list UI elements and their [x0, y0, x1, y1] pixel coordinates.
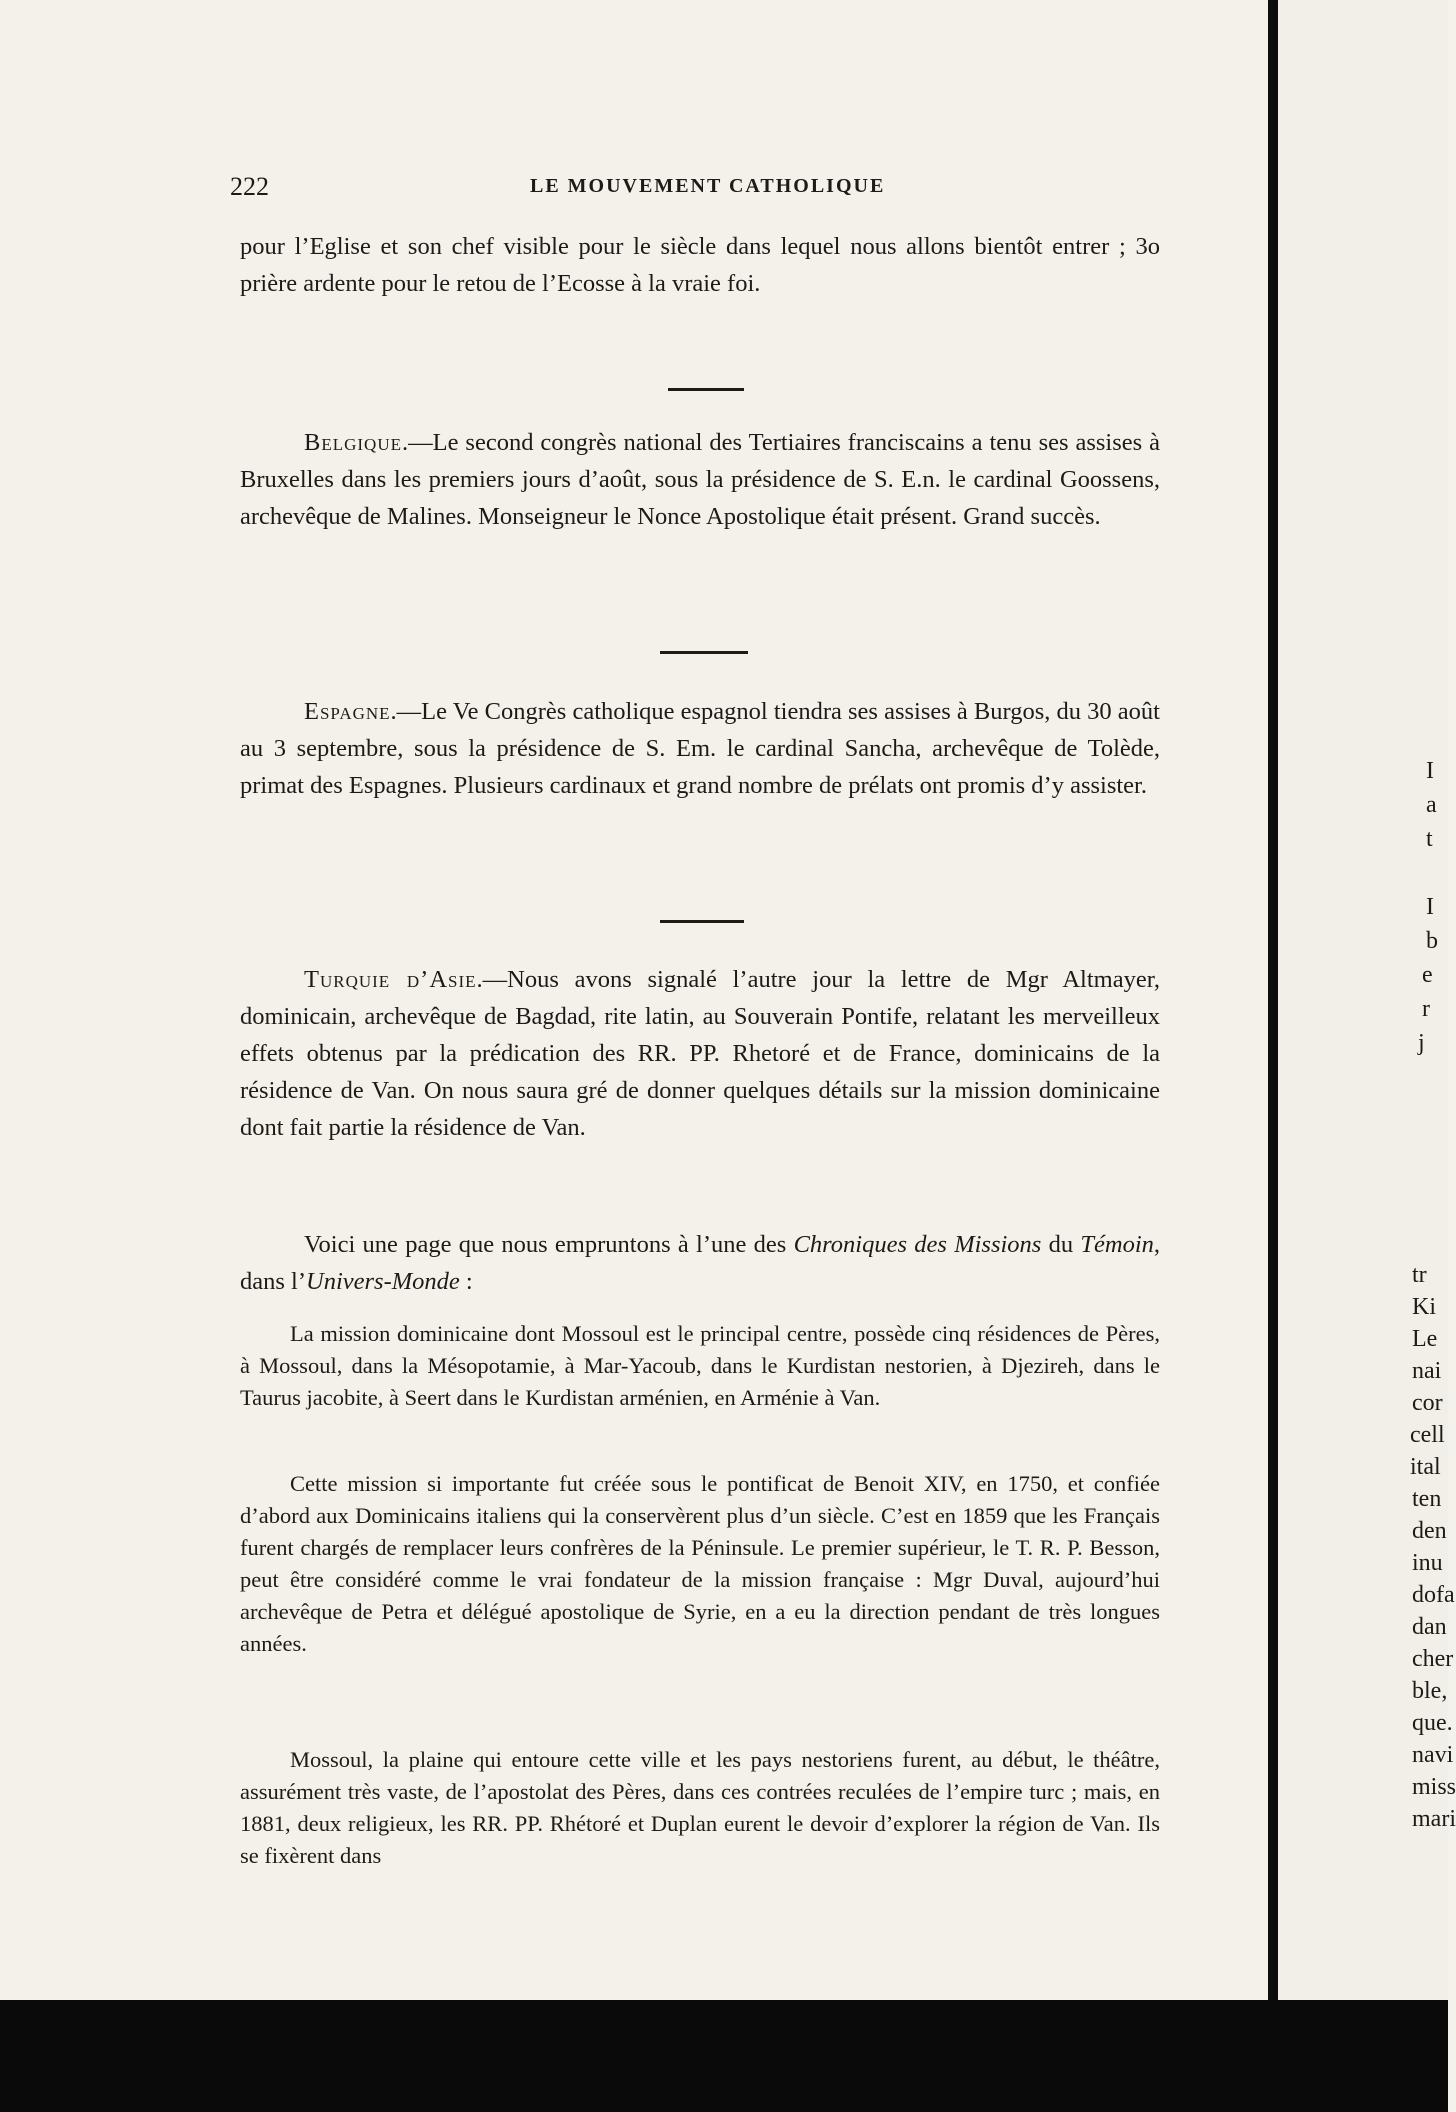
univers-monde-title: Univers-Monde — [306, 1268, 460, 1295]
section-divider — [660, 920, 744, 923]
voici-text-middle-1: du — [1041, 1231, 1081, 1258]
voici-text-before: Voici une page que nous empruntons à l’une des — [304, 1231, 794, 1258]
adjacent-page-fragment: que. — [1412, 1710, 1453, 1736]
country-heading-turquie: Turquie d’Asie — [304, 966, 477, 993]
adjacent-page-fragment: ital — [1410, 1454, 1441, 1480]
quote-3-text: Mossoul, la plaine qui entoure cette ville et les pays nestoriens furent, au début, le théâtre, assurément très vaste, de l’apostolat des Pères, dans ces contrées reculées de l’empire turc ; mais, en 1881, deux religieux, les RR. PP. Rhétoré et Duplan eurent le devoir d’explorer la région de Van. Ils se fixèrent dans — [240, 1747, 1160, 1868]
book-gutter — [1268, 0, 1278, 2000]
adjacent-page-fragment: navi — [1412, 1742, 1454, 1768]
voici-paragraph — [240, 1226, 1160, 1300]
adjacent-page-fragment: inu — [1412, 1550, 1443, 1576]
adjacent-page-fragment: r — [1422, 996, 1430, 1022]
country-heading-espagne: Espagne — [304, 698, 391, 725]
adjacent-page-edge — [1278, 0, 1456, 2000]
espagne-text: .—Le Ve Congrès catholique espagnol tiendra ses assises à Burgos, du 30 août au 3 septembre, sous la présidence de S. Em. le cardinal Sancha, archevêque de Tolède, primat des Espagnes. Plusieurs cardinaux et grand nombre de prélats ont promis d’y assister. — [240, 698, 1160, 799]
adjacent-page-fragment: b — [1426, 928, 1438, 954]
adjacent-page-fragment: ble, — [1412, 1678, 1448, 1704]
running-title: LE MOUVEMENT CATHOLIQUE — [530, 175, 886, 197]
adjacent-page-fragment: Ki — [1412, 1294, 1436, 1320]
adjacent-page-fragment: a — [1426, 792, 1437, 818]
intro-paragraph — [240, 228, 1160, 302]
intro-text: pour l’Eglise et son chef visible pour le siècle dans lequel nous allons bientôt entrer ; 3o prière ardente pour le retou de l’Ecosse à la vraie foi. — [240, 233, 1160, 297]
turquie-paragraph — [240, 961, 1160, 1146]
adjacent-page-fragment: j — [1418, 1030, 1425, 1056]
adjacent-page-fragment: dan — [1412, 1614, 1447, 1640]
adjacent-page-fragment: I — [1426, 758, 1434, 784]
belgique-paragraph — [240, 424, 1160, 535]
turquie-text: .—Nous avons signalé l’autre jour la lettre de Mgr Altmayer, dominicain, archevêque de Bagdad, rite latin, au Souverain Pontife, relatant les merveilleux effets obtenus par la prédication des RR. PP. Rhetoré et de France, dominicains de la résidence de Van. On nous saura gré de donner quelques détails sur la mission dominicaine dont fait partie la résidence de Van. — [240, 966, 1161, 1141]
quote-1-text: La mission dominicaine dont Mossoul est le principal centre, possède cinq résidences de Pères, à Mossoul, dans la Mésopotamie, à Mar-Yacoub, dans le Kurdistan nestorien, à Djezireh, dans le Taurus jacobite, à Seert dans le Kurdistan arménien, en Arménie à Van. — [240, 1321, 1160, 1410]
scan-bottom-border — [0, 2000, 1448, 2112]
adjacent-page-fragment: cor — [1412, 1390, 1443, 1416]
adjacent-page-fragment: cher — [1412, 1646, 1454, 1672]
section-divider — [668, 388, 744, 391]
quote-paragraph-1 — [240, 1318, 1160, 1414]
section-divider — [660, 651, 748, 654]
page-number: 222 — [230, 172, 269, 201]
page-header — [230, 172, 1170, 212]
temoin-title: Témoin — [1080, 1231, 1154, 1258]
adjacent-page-fragment: mari — [1412, 1806, 1456, 1832]
voici-text-after: : — [459, 1268, 473, 1295]
belgique-text: .—Le second congrès national des Tertiaires franciscains a tenu ses assises à Bruxelles dans les premiers jours d’août, sous la présidence de S. E.n. le cardinal Goossens, archevêque de Malines. Monseigneur le Nonce Apostolique était présent. Grand succès. — [240, 429, 1160, 530]
adjacent-page-fragment: t — [1426, 826, 1433, 852]
adjacent-page-fragment: tr — [1412, 1262, 1427, 1288]
adjacent-page-fragment: ten — [1412, 1486, 1442, 1512]
chroniques-title: Chroniques des Missions — [793, 1231, 1042, 1258]
adjacent-page-fragment: I — [1426, 894, 1434, 920]
adjacent-page-fragment: Le — [1412, 1326, 1438, 1352]
country-heading-belgique: Belgique — [304, 429, 402, 456]
adjacent-page-fragment: nai — [1412, 1358, 1442, 1384]
adjacent-page-fragment: e — [1422, 962, 1433, 988]
adjacent-page-fragment: dofa — [1412, 1582, 1455, 1608]
quote-2-text: Cette mission si importante fut créée sous le pontificat de Benoit XIV, en 1750, et confiée d’abord aux Dominicains italiens qui la conservèrent plus d’un siècle. C’est en 1859 que les Français furent chargés de remplacer leurs confrères de la Péninsule. Le premier supérieur, le T. R. P. Besson, peut être considéré comme le vrai fondateur de la mission française : Mgr Duval, aujourd’hui archevêque de Petra et délégué apostolique de Syrie, en a eu la direction pendant de très longues années. — [240, 1471, 1160, 1656]
quote-paragraph-3 — [240, 1744, 1160, 1872]
adjacent-page-fragment: cell — [1410, 1422, 1445, 1448]
espagne-paragraph — [240, 693, 1160, 804]
quote-paragraph-2 — [240, 1468, 1160, 1660]
voici-text-middle-2: , dans l’ — [240, 1231, 1161, 1295]
adjacent-page-fragment: miss — [1412, 1774, 1456, 1800]
adjacent-page-fragment: den — [1412, 1518, 1447, 1544]
